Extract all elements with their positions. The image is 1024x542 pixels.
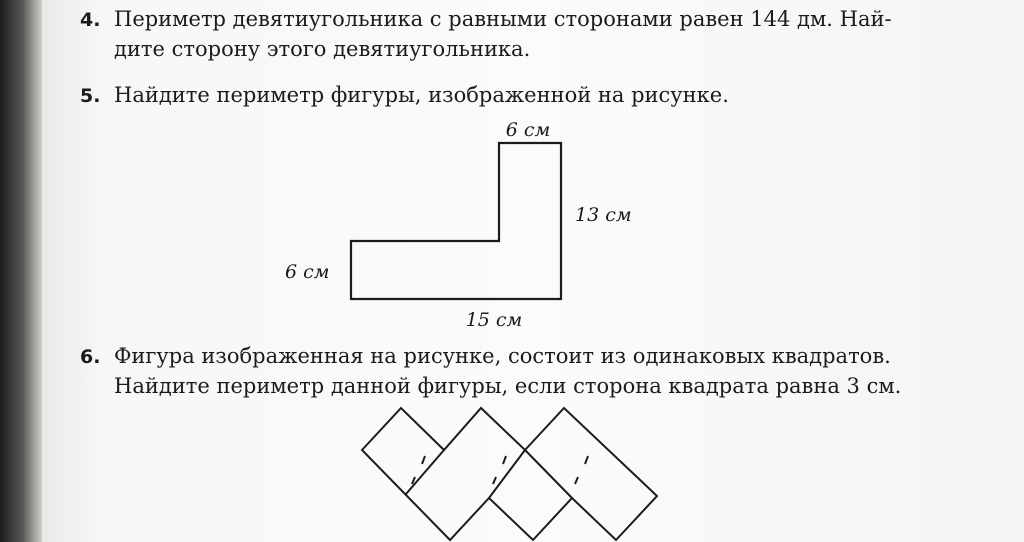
label-top: 6 см <box>505 119 551 141</box>
squares-figure <box>342 400 672 542</box>
problem-text-line-2: дите сторону этого девятиугольника. <box>114 37 531 61</box>
problem-5 <box>80 80 1000 112</box>
problem-4 <box>80 4 1000 66</box>
dash-mark <box>503 456 506 464</box>
squares-outline <box>362 408 657 540</box>
label-bottom: 15 см <box>465 309 523 331</box>
l-shape-figure <box>42 110 742 335</box>
label-right: 13 см <box>575 204 632 226</box>
dash-mark <box>575 477 578 484</box>
l-shape-outline <box>351 143 561 299</box>
dash-mark <box>493 477 496 484</box>
problem-text-line-1: Периметр девятиугольника с равными сторонами равен 144 дм. Най- <box>114 7 892 31</box>
dash-mark <box>585 456 588 464</box>
problem-text-line-1: Найдите периметр фигуры, изображенной на рисунке. <box>114 83 729 107</box>
dash-mark <box>422 456 425 464</box>
square-divider-3 <box>525 450 572 498</box>
problem-text-line-1: Фигура изображенная на рисунке, состоит из одинаковых квадратов. <box>114 344 891 368</box>
label-left: 6 см <box>285 261 330 283</box>
problem-6 <box>80 341 1000 403</box>
problem-text-line-2: Найдите периметр данной фигуры, если сторона квадрата равна 3 см. <box>114 374 902 398</box>
page-shadow-edge <box>0 0 42 542</box>
problem-number: 6. <box>80 346 101 368</box>
problem-number: 4. <box>80 9 101 31</box>
problem-number: 5. <box>80 85 101 107</box>
textbook-page <box>42 0 1024 542</box>
square-divider-2 <box>489 450 525 498</box>
